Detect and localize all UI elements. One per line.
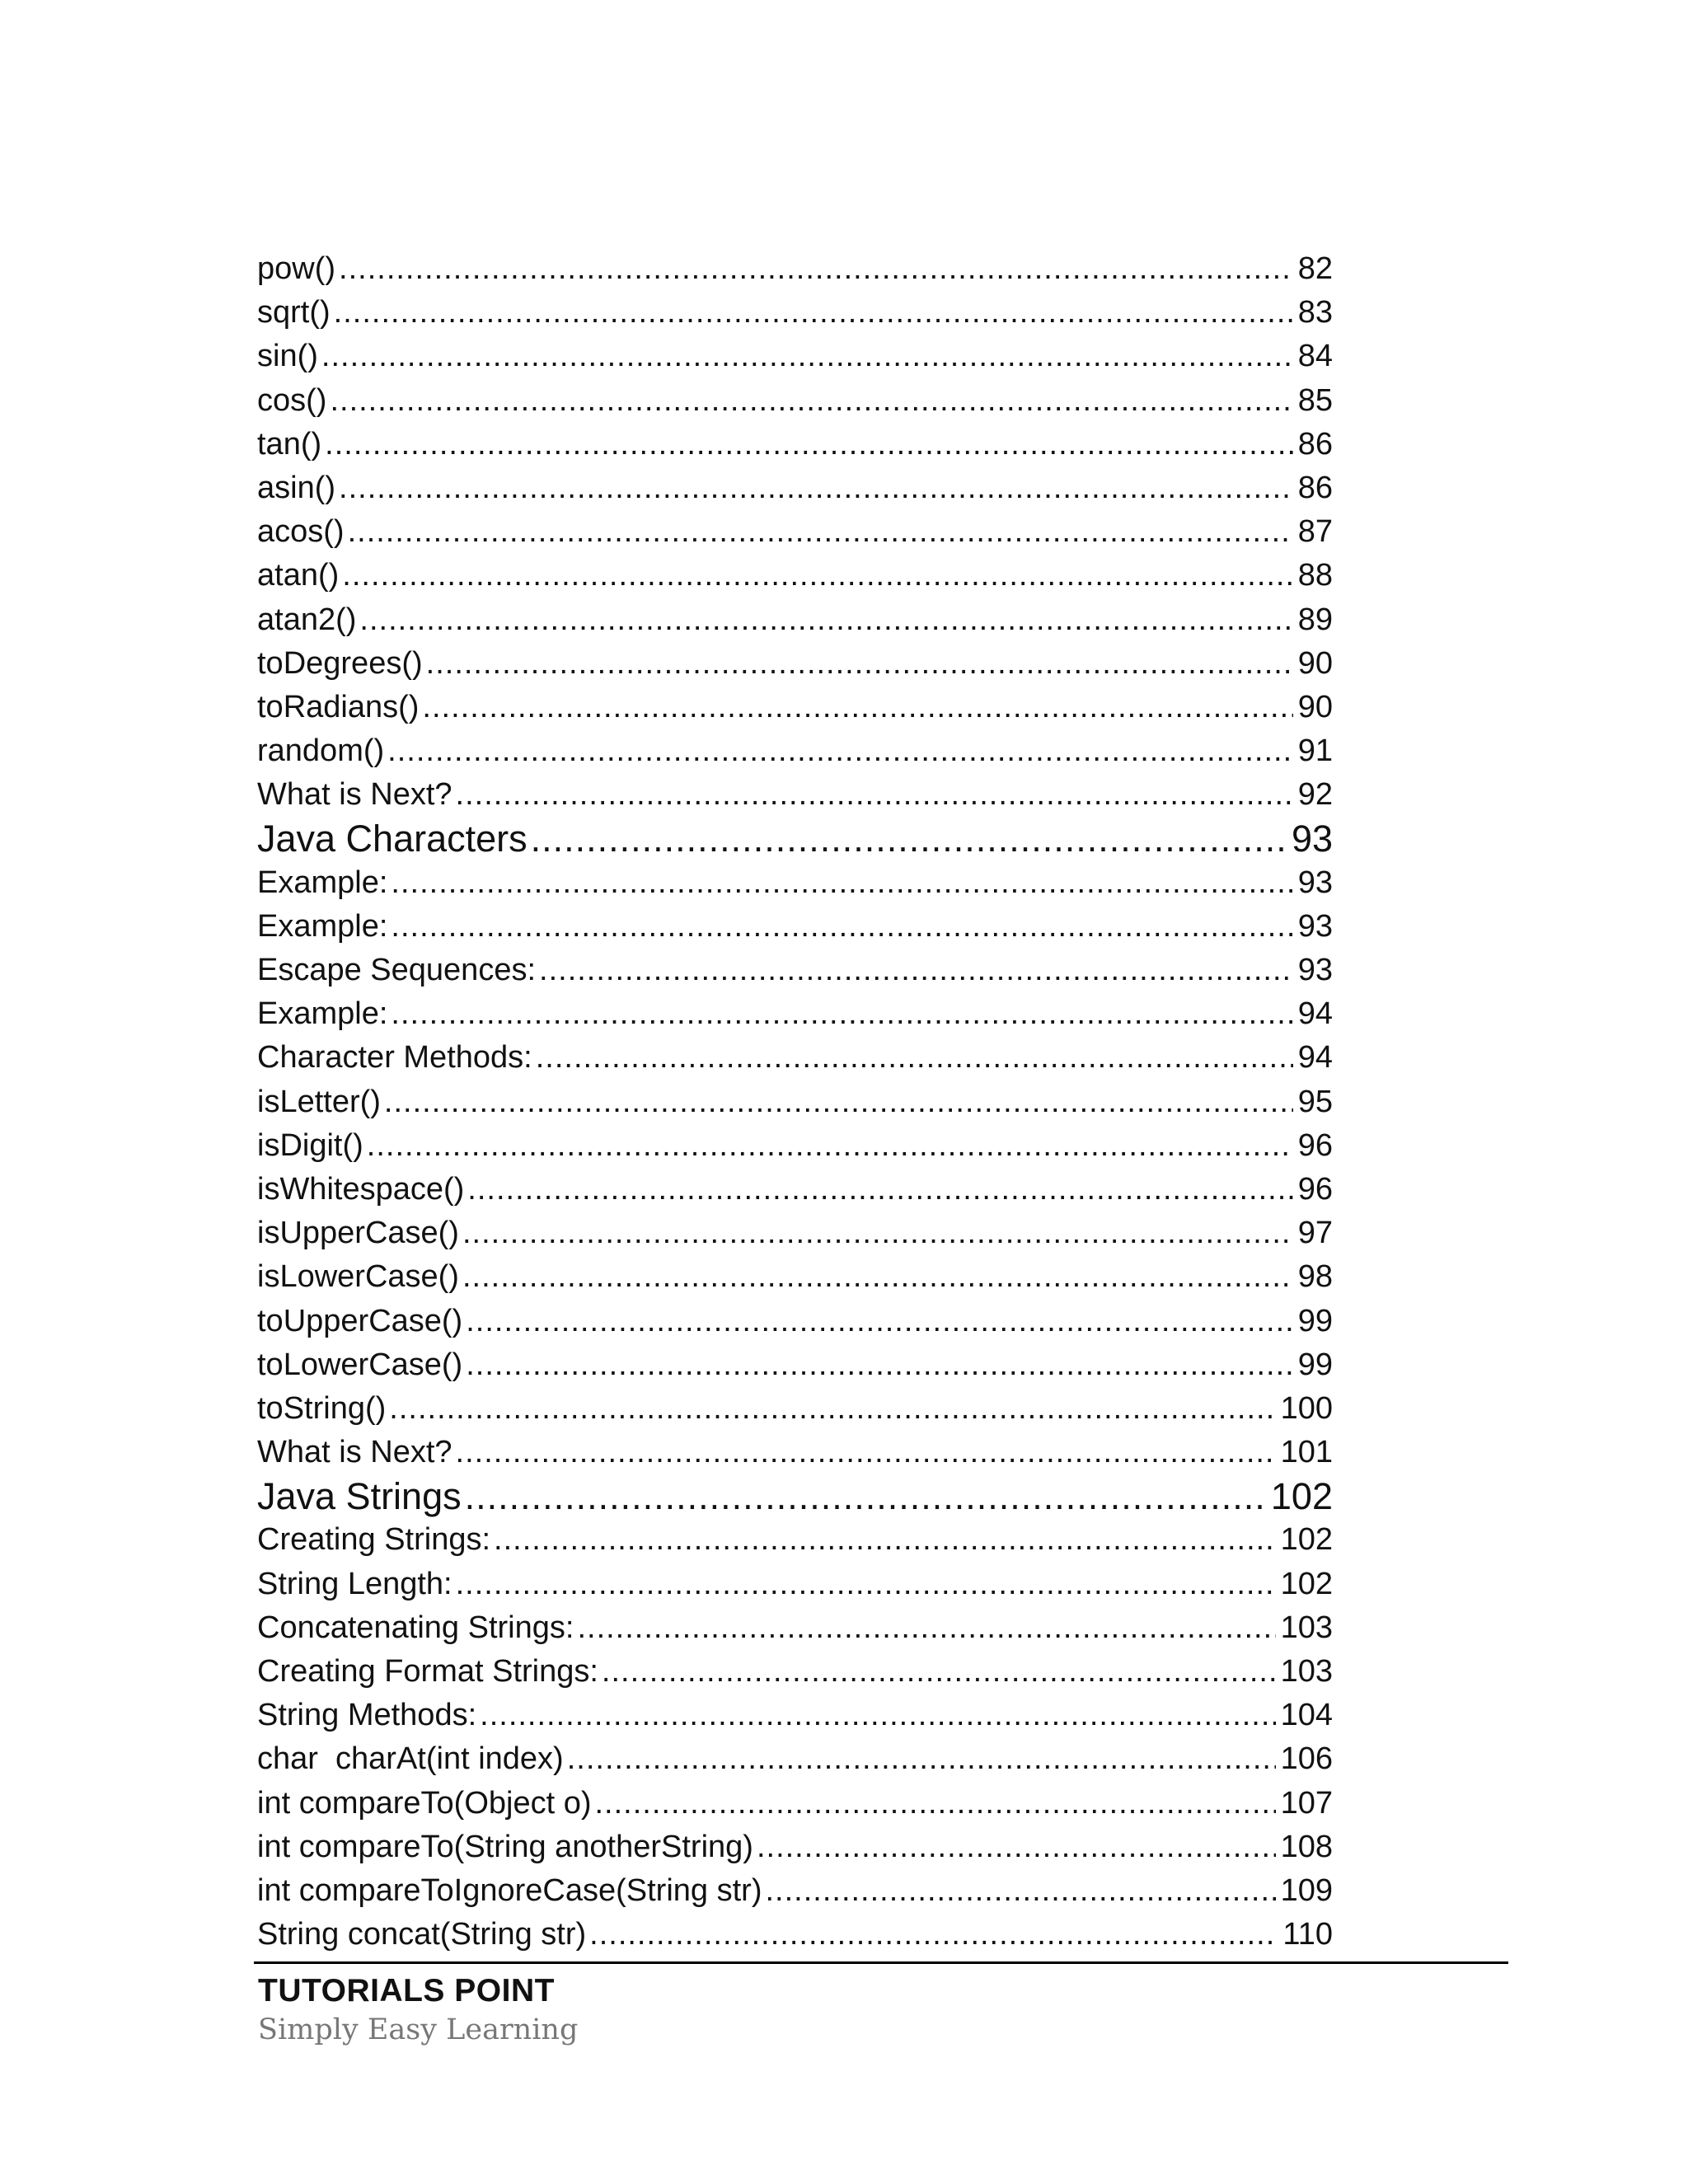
toc-entry-label: Java Characters bbox=[257, 818, 528, 860]
footer-brand: TUTORIALS POINT bbox=[258, 1973, 555, 2008]
toc-entry[interactable] bbox=[257, 992, 1333, 1036]
toc-entry[interactable] bbox=[257, 1124, 1333, 1168]
toc-entry-page: 91 bbox=[1297, 733, 1333, 769]
toc-leader-dots bbox=[456, 773, 1293, 817]
toc-entry-page: 93 bbox=[1297, 953, 1333, 987]
toc-entry-page: 88 bbox=[1297, 558, 1333, 593]
toc-entry-label: Creating Format Strings: bbox=[257, 1654, 598, 1689]
toc-entry-label: Character Methods: bbox=[257, 1040, 532, 1076]
toc-entry-label: String Length: bbox=[257, 1566, 452, 1601]
toc-leader-dots bbox=[391, 861, 1292, 905]
toc-leader-dots bbox=[348, 510, 1293, 554]
toc-entry-page: 85 bbox=[1297, 382, 1333, 418]
toc-entry[interactable] bbox=[257, 1168, 1333, 1212]
toc-entry-page: 93 bbox=[1297, 908, 1333, 944]
toc-entry[interactable] bbox=[257, 686, 1333, 729]
footer-tagline: Simply Easy Learning bbox=[258, 2013, 579, 2046]
toc-leader-dots bbox=[595, 1782, 1276, 1825]
toc-entry-page: 86 bbox=[1297, 426, 1333, 462]
toc-entry-label: Concatenating Strings: bbox=[257, 1610, 574, 1645]
toc-entry-label: isLowerCase() bbox=[257, 1259, 459, 1295]
toc-leader-dots bbox=[389, 1387, 1275, 1431]
toc-entry[interactable] bbox=[257, 1869, 1333, 1913]
toc-entry[interactable] bbox=[257, 335, 1333, 378]
toc-entry-label: toLowerCase() bbox=[257, 1347, 463, 1382]
toc-entry-page: 94 bbox=[1297, 996, 1333, 1032]
toc-entry-page: 93 bbox=[1297, 865, 1333, 900]
toc-entry-page: 89 bbox=[1297, 602, 1333, 637]
toc-entry-label: int compareTo(String anotherString) bbox=[257, 1829, 753, 1864]
toc-entry-page: 109 bbox=[1280, 1872, 1333, 1908]
toc-leader-dots bbox=[567, 1737, 1276, 1781]
toc-entry-page: 99 bbox=[1297, 1347, 1333, 1382]
toc-entry-label: char charAt(int index) bbox=[257, 1741, 564, 1777]
toc-entry[interactable] bbox=[257, 1036, 1333, 1080]
toc-entry[interactable] bbox=[257, 905, 1333, 949]
footer-divider bbox=[254, 1961, 1508, 1964]
toc-leader-dots bbox=[359, 598, 1292, 642]
toc-entry-page: 99 bbox=[1297, 1303, 1333, 1338]
toc-entry-page: 102 bbox=[1280, 1566, 1333, 1601]
toc-leader-dots bbox=[325, 423, 1293, 466]
toc-entry-label: pow() bbox=[257, 251, 336, 286]
table-of-contents bbox=[257, 247, 1333, 1957]
toc-entry-page: 101 bbox=[1280, 1435, 1333, 1470]
toc-leader-dots bbox=[339, 247, 1293, 291]
toc-entry[interactable] bbox=[257, 1650, 1333, 1694]
toc-entry[interactable] bbox=[257, 1694, 1333, 1737]
toc-entry-label: atan() bbox=[257, 558, 340, 593]
toc-leader-dots bbox=[589, 1913, 1278, 1957]
toc-entry-label: Example: bbox=[257, 996, 388, 1032]
toc-leader-dots bbox=[462, 1255, 1293, 1299]
toc-entry-label: isLetter() bbox=[257, 1084, 381, 1119]
toc-entry[interactable] bbox=[257, 1387, 1333, 1431]
toc-entry[interactable] bbox=[257, 466, 1333, 510]
toc-leader-dots bbox=[456, 1431, 1276, 1474]
toc-leader-dots bbox=[757, 1825, 1276, 1869]
toc-leader-dots bbox=[391, 992, 1292, 1036]
toc-entry-page: 102 bbox=[1270, 1475, 1333, 1518]
toc-leader-dots bbox=[765, 1869, 1275, 1913]
toc-entry[interactable] bbox=[257, 1431, 1333, 1474]
toc-entry-label: Escape Sequences: bbox=[257, 953, 537, 987]
toc-leader-dots bbox=[465, 1474, 1266, 1518]
toc-entry-page: 98 bbox=[1297, 1259, 1333, 1295]
toc-leader-dots bbox=[321, 335, 1293, 378]
toc-entry-label: atan2() bbox=[257, 602, 357, 637]
toc-entry-page: 102 bbox=[1280, 1522, 1333, 1558]
toc-entry-label: isUpperCase() bbox=[257, 1216, 459, 1251]
toc-entry[interactable] bbox=[257, 1255, 1333, 1299]
toc-entry-label: Example: bbox=[257, 865, 388, 900]
toc-leader-dots bbox=[462, 1212, 1293, 1255]
toc-entry-label: isWhitespace() bbox=[257, 1171, 465, 1207]
toc-entry[interactable] bbox=[257, 291, 1333, 335]
toc-leader-dots bbox=[536, 1036, 1293, 1080]
toc-entry-label: sqrt() bbox=[257, 295, 331, 330]
toc-entry-page: 94 bbox=[1297, 1040, 1333, 1076]
toc-entry-label: toRadians() bbox=[257, 689, 420, 724]
toc-leader-dots bbox=[531, 817, 1287, 860]
toc-entry-page: 100 bbox=[1280, 1390, 1333, 1426]
toc-entry[interactable] bbox=[257, 247, 1333, 291]
toc-entry-label: acos() bbox=[257, 514, 345, 550]
toc-leader-dots bbox=[339, 466, 1293, 510]
toc-entry[interactable] bbox=[257, 1080, 1333, 1124]
toc-entry-page: 103 bbox=[1280, 1654, 1333, 1689]
toc-leader-dots bbox=[456, 1563, 1276, 1606]
toc-leader-dots bbox=[367, 1124, 1293, 1168]
toc-entry-page: 92 bbox=[1297, 777, 1333, 813]
toc-entry[interactable] bbox=[257, 598, 1333, 642]
toc-leader-dots bbox=[494, 1518, 1276, 1562]
toc-entry[interactable] bbox=[257, 1212, 1333, 1255]
toc-entry[interactable] bbox=[257, 1737, 1333, 1781]
toc-entry-label: int compareToIgnoreCase(String str) bbox=[257, 1872, 762, 1908]
toc-entry-label: cos() bbox=[257, 382, 327, 418]
toc-entry[interactable] bbox=[257, 1782, 1333, 1825]
toc-entry-page: 106 bbox=[1280, 1741, 1333, 1777]
toc-entry-label: isDigit() bbox=[257, 1127, 363, 1163]
toc-entry-label: Example: bbox=[257, 908, 388, 944]
toc-leader-dots bbox=[466, 1343, 1293, 1387]
toc-leader-dots bbox=[539, 949, 1293, 992]
toc-entry-page: 110 bbox=[1282, 1917, 1333, 1952]
toc-entry-page: 104 bbox=[1280, 1698, 1333, 1733]
toc-entry-label: What is Next? bbox=[257, 777, 452, 813]
toc-entry[interactable] bbox=[257, 1300, 1333, 1343]
toc-leader-dots bbox=[480, 1694, 1275, 1737]
toc-entry-page: 87 bbox=[1297, 514, 1333, 550]
toc-entry[interactable] bbox=[257, 1343, 1333, 1387]
toc-entry-page: 107 bbox=[1280, 1785, 1333, 1821]
toc-entry-page: 84 bbox=[1297, 339, 1333, 374]
toc-leader-dots bbox=[602, 1650, 1276, 1694]
toc-entry[interactable] bbox=[257, 423, 1333, 466]
toc-entry-label: toDegrees() bbox=[257, 645, 423, 681]
toc-entry-page: 83 bbox=[1297, 295, 1333, 330]
toc-entry-page: 93 bbox=[1291, 818, 1333, 860]
toc-entry-page: 96 bbox=[1297, 1171, 1333, 1207]
toc-entry[interactable] bbox=[257, 642, 1333, 686]
toc-entry-label: random() bbox=[257, 733, 385, 769]
toc-entry-label: asin() bbox=[257, 470, 336, 505]
toc-entry-label: toString() bbox=[257, 1390, 387, 1426]
toc-entry-label: String Methods: bbox=[257, 1698, 477, 1733]
toc-leader-dots bbox=[342, 554, 1292, 598]
toc-chapter-heading[interactable] bbox=[257, 817, 1333, 860]
toc-entry[interactable] bbox=[257, 510, 1333, 554]
toc-entry-label: String concat(String str) bbox=[257, 1917, 587, 1952]
toc-leader-dots bbox=[422, 686, 1292, 729]
toc-leader-dots bbox=[334, 291, 1293, 335]
toc-entry-page: 103 bbox=[1280, 1610, 1333, 1645]
toc-entry-label: sin() bbox=[257, 339, 318, 374]
toc-entry-page: 96 bbox=[1297, 1127, 1333, 1163]
toc-leader-dots bbox=[426, 642, 1293, 686]
toc-leader-dots bbox=[467, 1168, 1292, 1212]
toc-entry[interactable] bbox=[257, 773, 1333, 817]
toc-entry[interactable] bbox=[257, 729, 1333, 773]
toc-entry[interactable] bbox=[257, 861, 1333, 905]
toc-leader-dots bbox=[466, 1300, 1293, 1343]
toc-entry-label: Creating Strings: bbox=[257, 1522, 491, 1558]
toc-entry[interactable] bbox=[257, 1825, 1333, 1869]
toc-entry[interactable] bbox=[257, 1563, 1333, 1606]
toc-entry[interactable] bbox=[257, 1913, 1333, 1957]
toc-entry-label: tan() bbox=[257, 426, 322, 462]
toc-entry-label: What is Next? bbox=[257, 1435, 452, 1470]
toc-entry-label: toUpperCase() bbox=[257, 1303, 463, 1338]
toc-entry-label: Java Strings bbox=[257, 1475, 462, 1518]
toc-entry[interactable] bbox=[257, 1606, 1333, 1650]
toc-entry[interactable] bbox=[257, 1518, 1333, 1562]
toc-entry[interactable] bbox=[257, 554, 1333, 598]
toc-entry-page: 90 bbox=[1297, 689, 1333, 724]
toc-leader-dots bbox=[577, 1606, 1275, 1650]
toc-leader-dots bbox=[330, 379, 1292, 423]
toc-leader-dots bbox=[387, 729, 1293, 773]
toc-entry-page: 108 bbox=[1280, 1829, 1333, 1864]
toc-leader-dots bbox=[384, 1080, 1293, 1124]
toc-entry-page: 86 bbox=[1297, 470, 1333, 505]
toc-entry-page: 95 bbox=[1297, 1084, 1333, 1119]
toc-entry-page: 90 bbox=[1297, 645, 1333, 681]
toc-chapter-heading[interactable] bbox=[257, 1474, 1333, 1518]
toc-entry-label: int compareTo(Object o) bbox=[257, 1785, 592, 1821]
toc-entry-page: 97 bbox=[1297, 1216, 1333, 1251]
toc-entry[interactable] bbox=[257, 379, 1333, 423]
toc-entry-page: 82 bbox=[1297, 251, 1333, 286]
toc-entry[interactable] bbox=[257, 949, 1333, 992]
toc-leader-dots bbox=[391, 905, 1292, 949]
